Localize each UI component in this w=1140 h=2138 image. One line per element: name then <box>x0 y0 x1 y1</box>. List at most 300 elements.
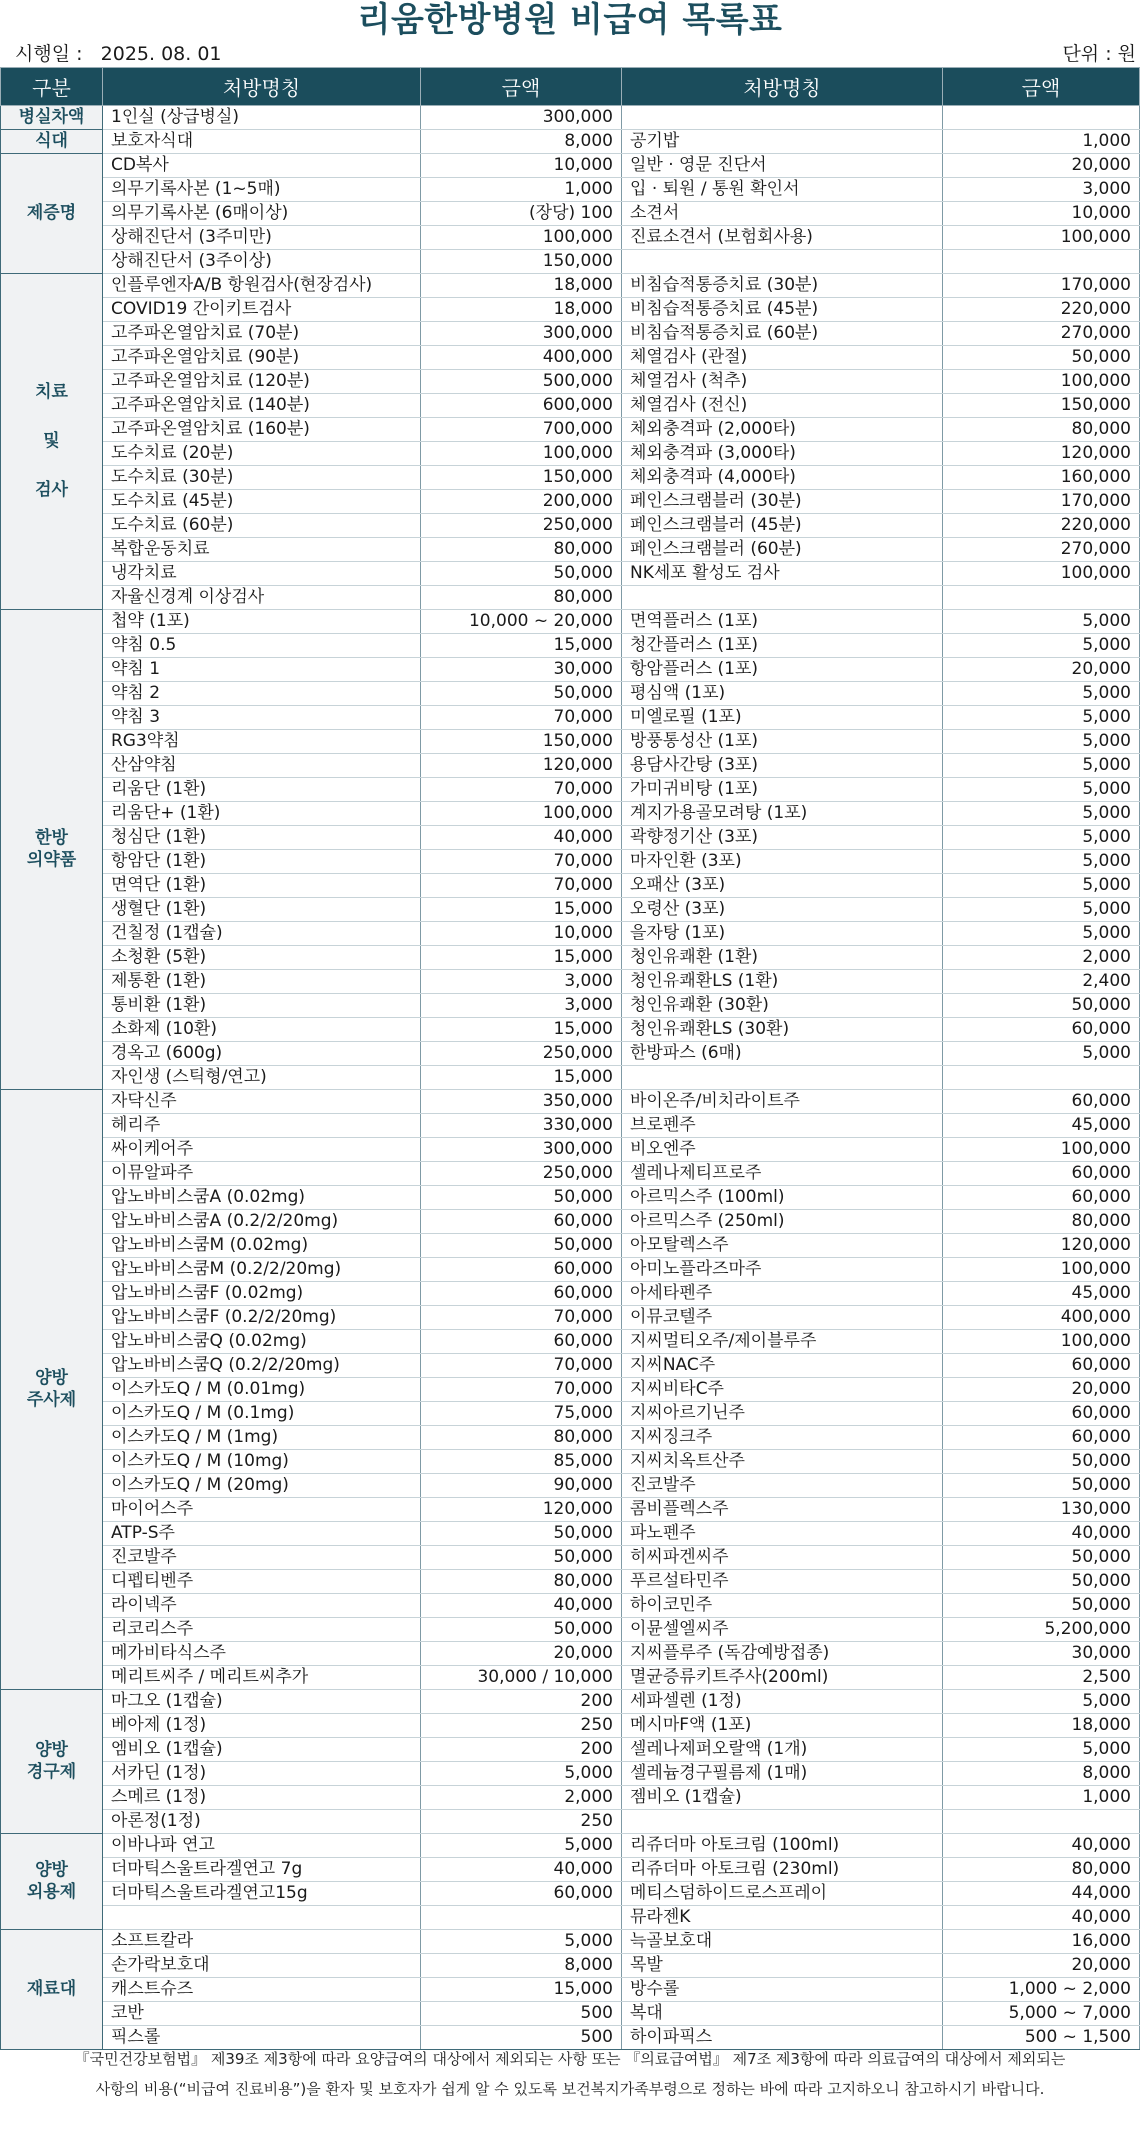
item-amount-left: 150,000 <box>421 730 622 754</box>
category-label: 제증명 <box>26 202 77 223</box>
table-row <box>1 106 1140 130</box>
item-amount-left: 15,000 <box>421 898 622 922</box>
item-amount-right: 50,000 <box>943 1594 1140 1618</box>
item-amount-left: 60,000 <box>421 1330 622 1354</box>
item-name-left: 이스카도Q / M (0.1mg) <box>103 1402 421 1426</box>
item-amount-right: 5,000 <box>943 898 1140 922</box>
meta-bar <box>15 42 1140 66</box>
item-name-left: 의무기록사본 (1~5매) <box>103 178 421 202</box>
item-amount-left: 60,000 <box>421 1210 622 1234</box>
table-row <box>1 1210 1140 1234</box>
item-name-right: 아미노플라즈마주 <box>622 1258 943 1282</box>
item-name-left: 메리트씨주 / 메리트씨추가 <box>103 1666 421 1690</box>
item-name-right: 면역플러스 (1포) <box>622 610 943 634</box>
item-name-left: 이스카도Q / M (0.01mg) <box>103 1378 421 1402</box>
item-amount-right: 10,000 <box>943 202 1140 226</box>
table-row <box>1 202 1140 226</box>
item-amount-right: 30,000 <box>943 1642 1140 1666</box>
item-amount-right: 5,000 <box>943 922 1140 946</box>
table-row <box>1 826 1140 850</box>
item-name-left: 상해진단서 (3주미만) <box>103 226 421 250</box>
item-amount-right: 5,000 <box>943 850 1140 874</box>
item-amount-right: 60,000 <box>943 1186 1140 1210</box>
table-row <box>1 1978 1140 2002</box>
page-title: 리움한방병원 비급여 목록표 <box>357 0 783 40</box>
item-amount-right: 60,000 <box>943 1162 1140 1186</box>
item-name-left: 냉각치료 <box>103 562 421 586</box>
item-name-right: 하이코민주 <box>622 1594 943 1618</box>
item-name-right: 곽향정기산 (3포) <box>622 826 943 850</box>
table-row <box>1 994 1140 1018</box>
item-name-left: 의무기록사본 (6매이상) <box>103 202 421 226</box>
item-amount-right: 5,000 ~ 7,000 <box>943 2002 1140 2026</box>
category-cell-room <box>1 106 103 130</box>
category-cell-topical <box>1 1834 103 1930</box>
item-name-right: 지씨아르기닌주 <box>622 1402 943 1426</box>
table-row <box>1 298 1140 322</box>
item-name-right: 아르믹스주 (100ml) <box>622 1186 943 1210</box>
table-row <box>1 562 1140 586</box>
table-row <box>1 1882 1140 1906</box>
category-cell-treatment <box>1 274 103 610</box>
item-amount-right: 5,000 <box>943 730 1140 754</box>
item-amount-left: 50,000 <box>421 562 622 586</box>
item-name-right: 페인스크램블러 (30분) <box>622 490 943 514</box>
item-amount-right: 50,000 <box>943 346 1140 370</box>
item-name-right: 지씨멀티오주/제이블루주 <box>622 1330 943 1354</box>
item-name-right: 진코발주 <box>622 1474 943 1498</box>
item-amount-left: 20,000 <box>421 1642 622 1666</box>
item-amount-left: 50,000 <box>421 1522 622 1546</box>
unit-label: 단위 : 원 <box>1062 43 1136 65</box>
item-name-right: 페인스크램블러 (60분) <box>622 538 943 562</box>
item-name-left: 디펩티벤주 <box>103 1570 421 1594</box>
item-amount-left: 300,000 <box>421 1138 622 1162</box>
item-amount-right: 120,000 <box>943 1234 1140 1258</box>
item-name-left: 이뮤알파주 <box>103 1162 421 1186</box>
item-name-left: 청심단 (1환) <box>103 826 421 850</box>
item-name-right: 체외충격파 (3,000타) <box>622 442 943 466</box>
item-amount-right: 50,000 <box>943 1450 1140 1474</box>
item-amount-left: 3,000 <box>421 994 622 1018</box>
table-row <box>1 1426 1140 1450</box>
item-name-right: 히씨파겐씨주 <box>622 1546 943 1570</box>
item-name-left: RG3약침 <box>103 730 421 754</box>
table-row <box>1 706 1140 730</box>
item-amount-left: 50,000 <box>421 1618 622 1642</box>
table-row <box>1 970 1140 994</box>
fee-table-header <box>1 68 1140 106</box>
category-label: 및 <box>43 430 60 451</box>
item-amount-right: 60,000 <box>943 1090 1140 1114</box>
item-name-left: 마그오 (1캡슐) <box>103 1690 421 1714</box>
item-amount-left: 40,000 <box>421 1858 622 1882</box>
item-amount-right: 8,000 <box>943 1762 1140 1786</box>
item-amount-left: 100,000 <box>421 802 622 826</box>
table-row <box>1 1714 1140 1738</box>
item-name-right: 아세타펜주 <box>622 1282 943 1306</box>
item-amount-left: 10,000 ~ 20,000 <box>421 610 622 634</box>
item-name-right: 한방파스 (6매) <box>622 1042 943 1066</box>
item-amount-right: 80,000 <box>943 1210 1140 1234</box>
item-amount-left: 500 <box>421 2026 622 2050</box>
item-name-left: 건칠정 (1캡슐) <box>103 922 421 946</box>
item-amount-left: 15,000 <box>421 634 622 658</box>
item-name-right: 목발 <box>622 1954 943 1978</box>
item-amount-left: 15,000 <box>421 1066 622 1090</box>
category-label: 검사 <box>35 480 68 501</box>
item-name-right: 지씨징크주 <box>622 1426 943 1450</box>
table-row <box>1 1786 1140 1810</box>
item-amount-right: 40,000 <box>943 1906 1140 1930</box>
item-name-right: 이뮤코텔주 <box>622 1306 943 1330</box>
item-amount-left: 80,000 <box>421 1570 622 1594</box>
item-amount-left: 18,000 <box>421 274 622 298</box>
footnote-line-1: 『국민건강보험법』 제39조 제3항에 따라 요양급여의 대상에서 제외되는 사항 또는 『의료급여법』 제7조 제3항에 따라 의료급여의 대상에서 제외되는 <box>74 2050 1066 2068</box>
item-name-right: 오패산 (3포) <box>622 874 943 898</box>
item-name-right: 셀레나제퍼오랄액 (1개) <box>622 1738 943 1762</box>
item-name-right: 일반 · 영문 진단서 <box>622 154 943 178</box>
item-name-right: 청인유쾌환 (1환) <box>622 946 943 970</box>
category-cell-meal <box>1 130 103 154</box>
item-name-right: 복대 <box>622 2002 943 2026</box>
item-amount-left: 350,000 <box>421 1090 622 1114</box>
fee-table <box>0 67 1140 2050</box>
table-row <box>1 250 1140 274</box>
header-category: 구분 <box>1 68 103 106</box>
item-name-left: 소화제 (10환) <box>103 1018 421 1042</box>
item-amount-right: 5,000 <box>943 706 1140 730</box>
table-row <box>1 1498 1140 1522</box>
category-label: 한방 <box>35 828 68 849</box>
table-row <box>1 1018 1140 1042</box>
item-amount-left: 5,000 <box>421 1834 622 1858</box>
table-row <box>1 1906 1140 1930</box>
item-name-right: 리쥬더마 아토크림 (100ml) <box>622 1834 943 1858</box>
item-amount-left: 250 <box>421 1810 622 1834</box>
table-row <box>1 1258 1140 1282</box>
item-amount-left: 600,000 <box>421 394 622 418</box>
item-name-right: 아르믹스주 (250ml) <box>622 1210 943 1234</box>
item-amount-right: 130,000 <box>943 1498 1140 1522</box>
item-amount-left: 40,000 <box>421 1594 622 1618</box>
item-name-left: COVID19 간이키트검사 <box>103 298 421 322</box>
category-label: 경구제 <box>26 1761 77 1782</box>
table-row <box>1 1690 1140 1714</box>
item-name-right: 페인스크램블러 (45분) <box>622 514 943 538</box>
item-name-right: 콤비플렉스주 <box>622 1498 943 1522</box>
item-amount-left: 60,000 <box>421 1282 622 1306</box>
item-amount-right: 270,000 <box>943 538 1140 562</box>
item-name-left: 싸이케어주 <box>103 1138 421 1162</box>
item-name-right: 아모탈렉스주 <box>622 1234 943 1258</box>
item-name-left: 소청환 (5환) <box>103 946 421 970</box>
item-name-left: 압노바비스쿰Q (0.2/2/20mg) <box>103 1354 421 1378</box>
item-name-right: 비침습적통증치료 (45분) <box>622 298 943 322</box>
item-amount-left: 50,000 <box>421 1546 622 1570</box>
item-name-right: 브로펜주 <box>622 1114 943 1138</box>
table-row <box>1 754 1140 778</box>
item-amount-right <box>943 586 1140 610</box>
item-name-right: 파노펜주 <box>622 1522 943 1546</box>
item-amount-left: 100,000 <box>421 226 622 250</box>
category-cell-oral <box>1 1690 103 1834</box>
item-amount-left: 150,000 <box>421 466 622 490</box>
category-spacer <box>3 403 100 431</box>
item-name-left: 도수치료 (20분) <box>103 442 421 466</box>
item-amount-left: (장당) 100 <box>421 202 622 226</box>
table-row <box>1 1570 1140 1594</box>
item-name-right: 청간플러스 (1포) <box>622 634 943 658</box>
table-row <box>1 514 1140 538</box>
item-amount-left: 8,000 <box>421 130 622 154</box>
item-name-left: 리코리스주 <box>103 1618 421 1642</box>
item-name-right: 뮤라젠K <box>622 1906 943 1930</box>
item-amount-left: 15,000 <box>421 1018 622 1042</box>
item-amount-left: 80,000 <box>421 1426 622 1450</box>
table-row <box>1 1282 1140 1306</box>
item-amount-left: 15,000 <box>421 1978 622 2002</box>
table-row <box>1 1354 1140 1378</box>
item-name-left: 고주파온열암치료 (70분) <box>103 322 421 346</box>
item-name-right: 공기밥 <box>622 130 943 154</box>
item-amount-right: 20,000 <box>943 1954 1140 1978</box>
item-name-left: 고주파온열암치료 (140분) <box>103 394 421 418</box>
table-row <box>1 1642 1140 1666</box>
item-name-right: 비침습적통증치료 (30분) <box>622 274 943 298</box>
item-name-left: 이스카도Q / M (10mg) <box>103 1450 421 1474</box>
item-amount-left: 120,000 <box>421 754 622 778</box>
item-name-left: 복합운동치료 <box>103 538 421 562</box>
table-row <box>1 1738 1140 1762</box>
item-name-left: 헤리주 <box>103 1114 421 1138</box>
item-amount-right: 20,000 <box>943 1378 1140 1402</box>
item-name-right: 계지가용골모려탕 (1포) <box>622 802 943 826</box>
item-name-left: 더마틱스울트라겔연고15g <box>103 1882 421 1906</box>
item-name-right: 비침습적통증치료 (60분) <box>622 322 943 346</box>
item-name-left: 통비환 (1환) <box>103 994 421 1018</box>
item-amount-right: 120,000 <box>943 442 1140 466</box>
item-amount-right <box>943 1066 1140 1090</box>
item-amount-right: 40,000 <box>943 1834 1140 1858</box>
item-amount-right: 400,000 <box>943 1306 1140 1330</box>
item-amount-right: 1,000 <box>943 130 1140 154</box>
table-row <box>1 1450 1140 1474</box>
item-name-left: 리움단+ (1환) <box>103 802 421 826</box>
item-name-right: 하이파픽스 <box>622 2026 943 2050</box>
table-row <box>1 1810 1140 1834</box>
item-name-left: 압노바비스쿰M (0.2/2/20mg) <box>103 1258 421 1282</box>
table-row <box>1 1546 1140 1570</box>
item-name-left: 약침 0.5 <box>103 634 421 658</box>
table-row <box>1 1618 1140 1642</box>
category-label: 치료 <box>35 381 68 402</box>
item-name-right <box>622 1066 943 1090</box>
item-amount-right: 60,000 <box>943 1354 1140 1378</box>
item-name-right: 멸균증류키트주사(200ml) <box>622 1666 943 1690</box>
item-name-right: 을자탕 (1포) <box>622 922 943 946</box>
table-row <box>1 1138 1140 1162</box>
item-name-left: 고주파온열암치료 (90분) <box>103 346 421 370</box>
item-name-left: 소프트칼라 <box>103 1930 421 1954</box>
item-name-left: 엠비오 (1캡슐) <box>103 1738 421 1762</box>
item-amount-right: 170,000 <box>943 274 1140 298</box>
table-row <box>1 1522 1140 1546</box>
item-amount-right: 5,000 <box>943 610 1140 634</box>
item-name-right: 평심액 (1포) <box>622 682 943 706</box>
item-amount-left: 10,000 <box>421 922 622 946</box>
table-row <box>1 874 1140 898</box>
item-name-left: 이스카도Q / M (1mg) <box>103 1426 421 1450</box>
item-amount-left: 500 <box>421 2002 622 2026</box>
category-cell-injection <box>1 1090 103 1690</box>
item-amount-right: 20,000 <box>943 154 1140 178</box>
table-row <box>1 682 1140 706</box>
category-cell-herbal-medicine <box>1 610 103 1090</box>
item-name-left: 라이넥주 <box>103 1594 421 1618</box>
table-row <box>1 922 1140 946</box>
table-row <box>1 490 1140 514</box>
item-amount-left: 80,000 <box>421 538 622 562</box>
category-label: 양방 <box>35 1860 68 1881</box>
table-row <box>1 418 1140 442</box>
table-row <box>1 274 1140 298</box>
item-name-right: 가미귀비탕 (1포) <box>622 778 943 802</box>
item-name-right: 체외충격파 (2,000타) <box>622 418 943 442</box>
item-amount-left: 90,000 <box>421 1474 622 1498</box>
item-amount-right: 5,000 <box>943 754 1140 778</box>
table-row <box>1 730 1140 754</box>
item-amount-right: 5,000 <box>943 802 1140 826</box>
category-spacer <box>3 452 100 480</box>
item-amount-left <box>421 1906 622 1930</box>
item-name-left: 메가비타식스주 <box>103 1642 421 1666</box>
item-amount-right: 45,000 <box>943 1114 1140 1138</box>
table-row <box>1 1114 1140 1138</box>
item-name-right: 오령산 (3포) <box>622 898 943 922</box>
item-amount-left: 200 <box>421 1738 622 1762</box>
table-row <box>1 802 1140 826</box>
item-amount-right <box>943 250 1140 274</box>
item-name-right: 입 · 퇴원 / 통원 확인서 <box>622 178 943 202</box>
table-row <box>1 658 1140 682</box>
item-name-left: 스메르 (1정) <box>103 1786 421 1810</box>
item-amount-left: 200,000 <box>421 490 622 514</box>
item-name-left: 리움단 (1환) <box>103 778 421 802</box>
item-name-right: 지씨플루주 (독감예방접종) <box>622 1642 943 1666</box>
item-amount-right: 160,000 <box>943 466 1140 490</box>
item-name-right: 방풍통성산 (1포) <box>622 730 943 754</box>
item-amount-left: 18,000 <box>421 298 622 322</box>
item-name-left: 압노바비스쿰F (0.2/2/20mg) <box>103 1306 421 1330</box>
item-name-left: 생혈단 (1환) <box>103 898 421 922</box>
item-name-left: 코반 <box>103 2002 421 2026</box>
item-name-left: 상해진단서 (3주이상) <box>103 250 421 274</box>
item-amount-right: 60,000 <box>943 1018 1140 1042</box>
item-name-left: ATP-S주 <box>103 1522 421 1546</box>
item-amount-left: 70,000 <box>421 874 622 898</box>
item-name-left: CD복사 <box>103 154 421 178</box>
category-label: 재료대 <box>26 1978 77 1999</box>
item-amount-right: 150,000 <box>943 394 1140 418</box>
category-label: 병실차액 <box>18 106 85 127</box>
table-row <box>1 394 1140 418</box>
item-amount-left: 330,000 <box>421 1114 622 1138</box>
table-row <box>1 1402 1140 1426</box>
item-amount-right: 1,000 ~ 2,000 <box>943 1978 1140 2002</box>
item-amount-left: 70,000 <box>421 778 622 802</box>
item-name-left: 첩약 (1포) <box>103 610 421 634</box>
item-amount-right: 220,000 <box>943 298 1140 322</box>
item-amount-right <box>943 106 1140 130</box>
table-row <box>1 946 1140 970</box>
category-label: 주사제 <box>26 1389 77 1410</box>
item-amount-left: 8,000 <box>421 1954 622 1978</box>
table-row <box>1 226 1140 250</box>
table-row <box>1 1090 1140 1114</box>
item-name-left: 압노바비스쿰A (0.2/2/20mg) <box>103 1210 421 1234</box>
item-name-right: 체외충격파 (4,000타) <box>622 466 943 490</box>
item-name-left: 서카딘 (1정) <box>103 1762 421 1786</box>
header-name-left: 처방명칭 <box>103 68 421 106</box>
item-name-left: 이바나파 연고 <box>103 1834 421 1858</box>
item-amount-left: 300,000 <box>421 106 622 130</box>
item-amount-right: 5,000 <box>943 1738 1140 1762</box>
item-name-left: 고주파온열암치료 (120분) <box>103 370 421 394</box>
item-amount-right: 2,400 <box>943 970 1140 994</box>
item-name-left: 도수치료 (45분) <box>103 490 421 514</box>
item-amount-left: 75,000 <box>421 1402 622 1426</box>
fee-table-body <box>1 106 1140 2050</box>
item-name-left: 이스카도Q / M (20mg) <box>103 1474 421 1498</box>
item-amount-right: 100,000 <box>943 1258 1140 1282</box>
item-amount-left: 85,000 <box>421 1450 622 1474</box>
item-name-right: 진료소견서 (보험회사용) <box>622 226 943 250</box>
item-amount-left: 70,000 <box>421 1378 622 1402</box>
table-row <box>1 538 1140 562</box>
item-amount-left: 5,000 <box>421 1762 622 1786</box>
item-name-left: 압노바비스쿰F (0.02mg) <box>103 1282 421 1306</box>
item-name-left <box>103 1906 421 1930</box>
table-row <box>1 1234 1140 1258</box>
item-name-right: 청인유쾌환LS (30환) <box>622 1018 943 1042</box>
table-row <box>1 1306 1140 1330</box>
category-label: 식대 <box>35 130 68 151</box>
item-amount-right: 50,000 <box>943 1546 1140 1570</box>
item-amount-left: 1,000 <box>421 178 622 202</box>
table-row <box>1 1474 1140 1498</box>
item-name-right: 체열검사 (전신) <box>622 394 943 418</box>
table-row <box>1 370 1140 394</box>
item-name-left: 캐스트슈즈 <box>103 1978 421 2002</box>
item-name-right: 청인유쾌환 (30환) <box>622 994 943 1018</box>
category-label: 양방 <box>35 1368 68 1389</box>
table-row <box>1 1594 1140 1618</box>
item-amount-right: 40,000 <box>943 1522 1140 1546</box>
item-name-right: 이뮨셀엘씨주 <box>622 1618 943 1642</box>
item-amount-right: 5,000 <box>943 682 1140 706</box>
item-amount-left: 50,000 <box>421 682 622 706</box>
table-row <box>1 442 1140 466</box>
item-name-right: 미엘로필 (1포) <box>622 706 943 730</box>
table-row <box>1 1762 1140 1786</box>
item-name-right: 용담사간탕 (3포) <box>622 754 943 778</box>
item-amount-left: 60,000 <box>421 1258 622 1282</box>
item-amount-left: 50,000 <box>421 1186 622 1210</box>
item-amount-left: 250,000 <box>421 514 622 538</box>
item-amount-right: 2,000 <box>943 946 1140 970</box>
item-amount-right: 50,000 <box>943 1474 1140 1498</box>
